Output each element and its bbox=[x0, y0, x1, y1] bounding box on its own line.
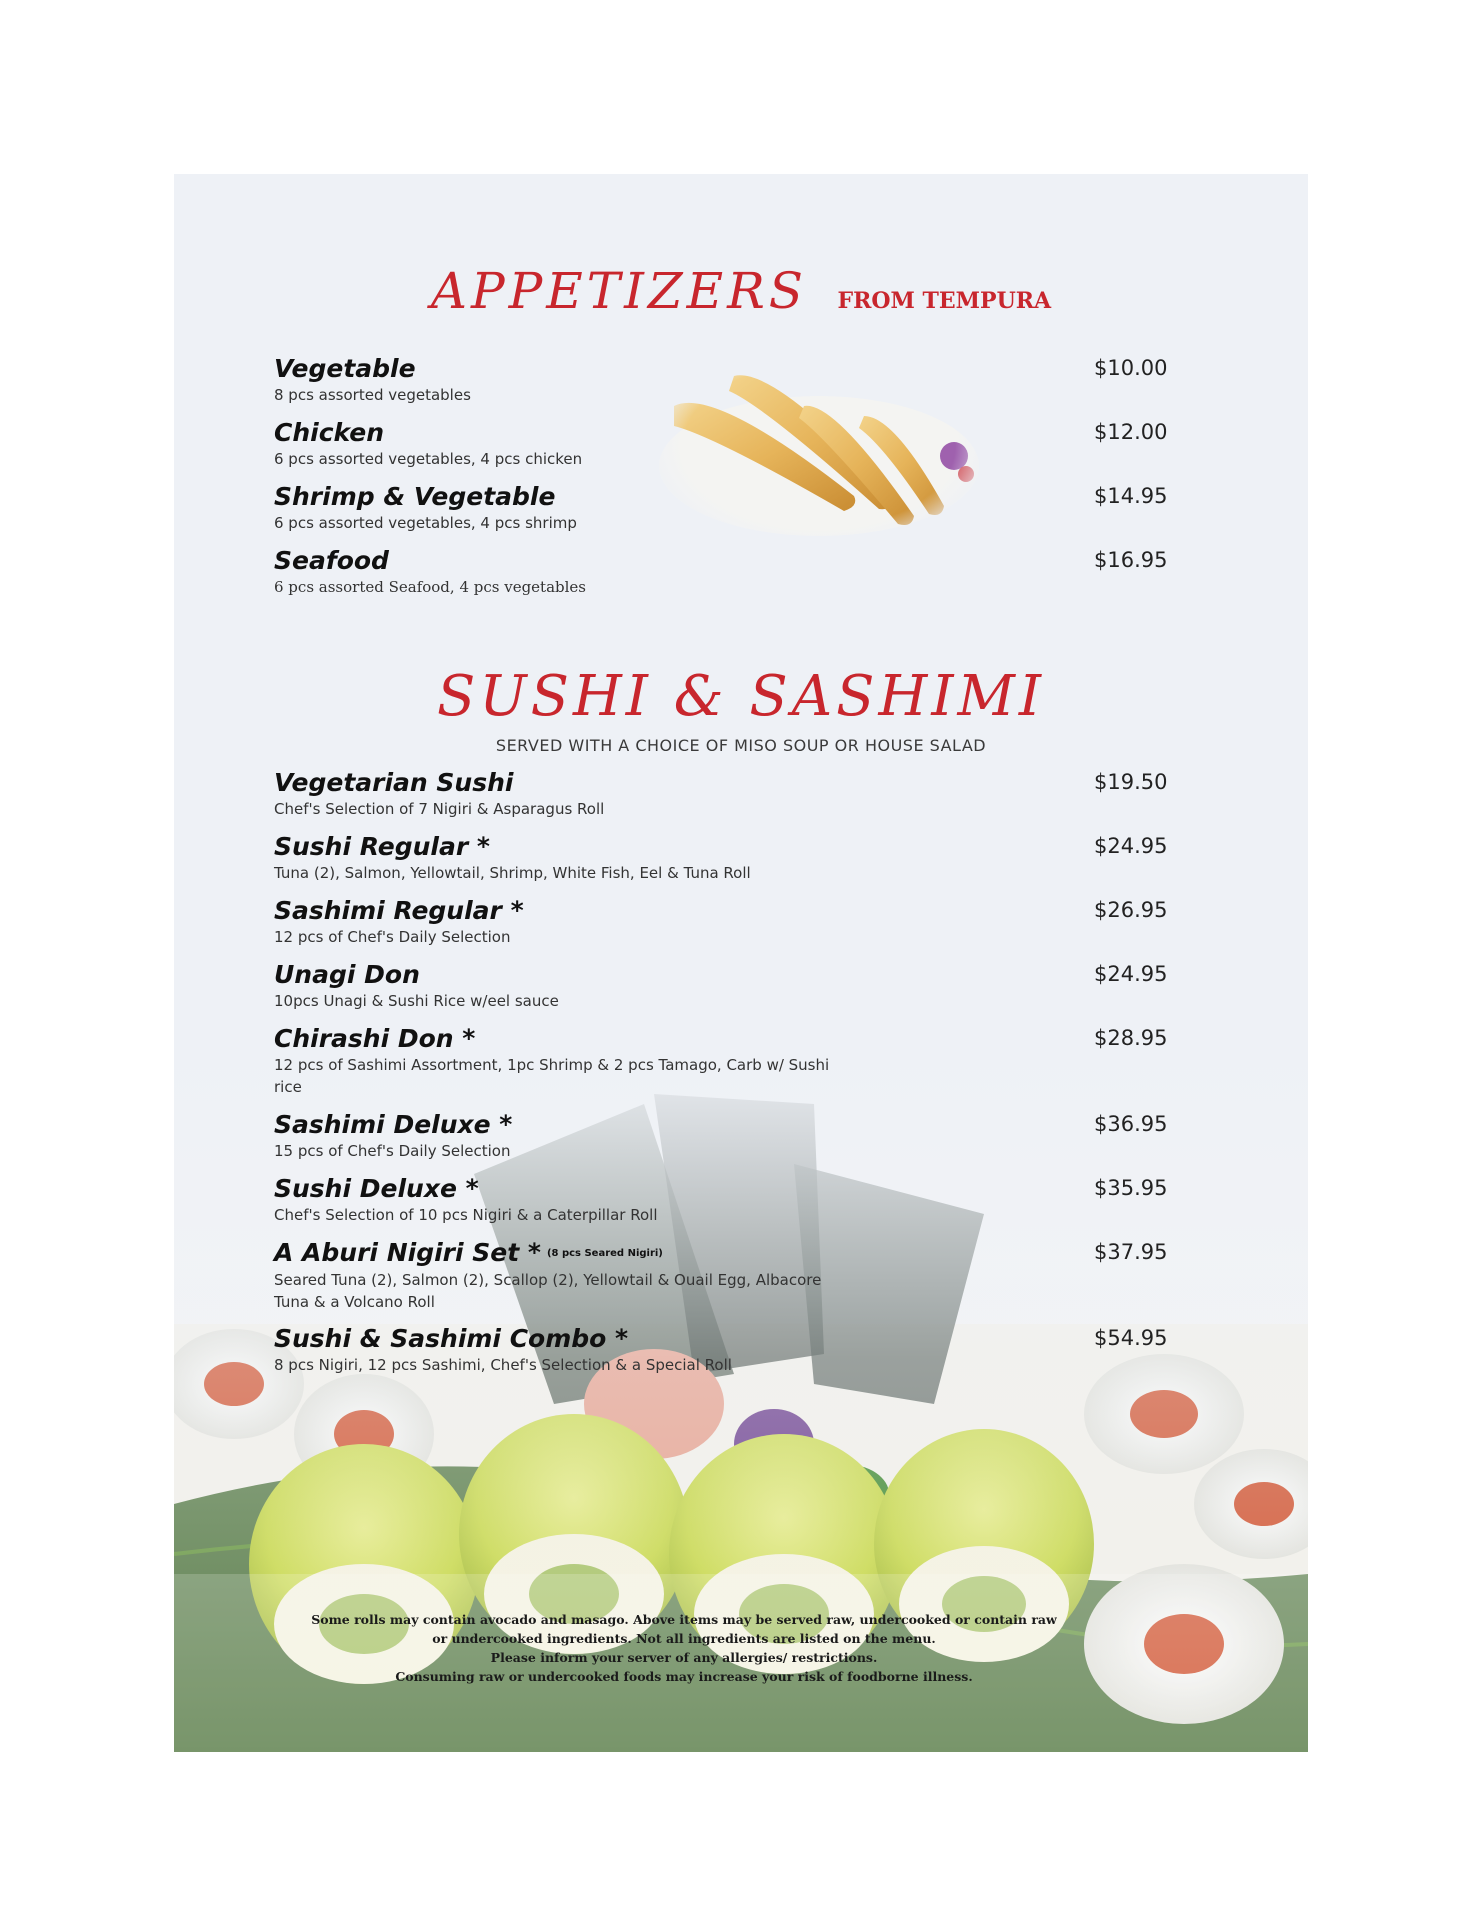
notice-line: Consuming raw or undercooked foods may increase your risk of foodborne illness. bbox=[395, 1669, 973, 1684]
item-name: Sushi Regular * bbox=[274, 832, 490, 861]
allergy-notice bbox=[254, 1610, 1114, 1686]
menu-item bbox=[274, 960, 1168, 1012]
item-price: $24.95 bbox=[1094, 962, 1168, 986]
item-price: $16.95 bbox=[1094, 548, 1168, 572]
item-name: Sashimi Regular * bbox=[274, 896, 524, 925]
item-description: Chef's Selection of 7 Nigiri & Asparagus Roll bbox=[274, 800, 605, 818]
item-name: Shrimp & Vegetable bbox=[274, 482, 556, 511]
sushi-subtitle: SERVED WITH A CHOICE OF MISO SOUP OR HOUSE SALAD bbox=[495, 736, 987, 755]
menu-page bbox=[174, 174, 1308, 1752]
item-name: Sushi Deluxe * bbox=[274, 1174, 479, 1203]
item-name: Chicken bbox=[274, 418, 385, 447]
item-name: Sushi & Sashimi Combo * bbox=[274, 1324, 629, 1353]
item-name: Unagi Don bbox=[274, 960, 420, 989]
menu-item bbox=[274, 418, 1168, 470]
item-price: $54.95 bbox=[1094, 1326, 1168, 1350]
item-price: $12.00 bbox=[1094, 420, 1168, 444]
item-price: $26.95 bbox=[1094, 898, 1168, 922]
item-description: 6 pcs assorted vegetables, 4 pcs shrimp bbox=[274, 514, 577, 532]
menu-item bbox=[274, 482, 1168, 534]
item-name: Vegetable bbox=[274, 354, 416, 383]
menu-item bbox=[274, 546, 1168, 598]
item-name: Sashimi Deluxe * bbox=[274, 1110, 513, 1139]
menu-item bbox=[274, 768, 1168, 820]
item-description: 12 pcs of Sashimi Assortment, 1pc Shrimp & 2 pcs Tamago, Carb w/ Sushi rice bbox=[274, 1056, 830, 1096]
item-name: Seafood bbox=[274, 546, 389, 575]
item-name: Chirashi Don * bbox=[274, 1024, 476, 1053]
item-price: $19.50 bbox=[1094, 770, 1168, 794]
item-description: Chef's Selection of 10 pcs Nigiri & a Caterpillar Roll bbox=[274, 1206, 658, 1224]
menu-item bbox=[274, 1024, 1168, 1098]
item-price: $24.95 bbox=[1094, 834, 1168, 858]
item-price: $14.95 bbox=[1094, 484, 1168, 508]
menu-item bbox=[274, 832, 1168, 884]
item-description: 8 pcs assorted vegetables bbox=[274, 386, 471, 404]
menu-item bbox=[274, 1110, 1168, 1162]
item-description: 12 pcs of Chef's Daily Selection bbox=[274, 928, 511, 946]
item-price: $36.95 bbox=[1094, 1112, 1168, 1136]
sushi-title: SUSHI & SASHIMI bbox=[437, 664, 1045, 729]
item-description: 6 pcs assorted vegetables, 4 pcs chicken bbox=[274, 450, 583, 468]
item-description: 10pcs Unagi & Sushi Rice w/eel sauce bbox=[274, 992, 559, 1010]
item-price: $35.95 bbox=[1094, 1176, 1168, 1200]
notice-line: Some rolls may contain avocado and masago. Above items may be served raw, undercooked or contain raw bbox=[311, 1612, 1057, 1627]
menu-item bbox=[274, 1238, 1168, 1313]
item-description: 8 pcs Nigiri, 12 pcs Sashimi, Chef's Selection & a Special Roll bbox=[274, 1356, 732, 1374]
item-name-text: A Aburi Nigiri Set * bbox=[274, 1238, 541, 1267]
appetizers-tag: FROM TEMPURA bbox=[837, 288, 1052, 314]
item-price: $28.95 bbox=[1094, 1026, 1168, 1050]
item-description: Tuna (2), Salmon, Yellowtail, Shrimp, White Fish, Eel & Tuna Roll bbox=[274, 864, 751, 882]
menu-item bbox=[274, 1324, 1168, 1376]
item-name: Vegetarian Sushi bbox=[274, 768, 514, 797]
item-name bbox=[274, 1238, 1094, 1269]
notice-line: Please inform your server of any allergies/ restrictions. bbox=[490, 1650, 878, 1665]
item-note: (8 pcs Seared Nigiri) bbox=[546, 1248, 663, 1259]
item-price: $10.00 bbox=[1094, 356, 1168, 380]
notice-line: or undercooked ingredients. Not all ingredients are listed on the menu. bbox=[432, 1631, 936, 1646]
item-description: 6 pcs assorted Seafood, 4 pcs vegetables bbox=[274, 578, 586, 596]
item-price: $37.95 bbox=[1094, 1240, 1168, 1264]
appetizers-heading bbox=[174, 262, 1308, 320]
item-description: 15 pcs of Chef's Daily Selection bbox=[274, 1142, 511, 1160]
item-description: Seared Tuna (2), Salmon (2), Scallop (2), Yellowtail & Ouail Egg, Albacore Tuna & a Volcano Roll bbox=[274, 1271, 822, 1311]
menu-item bbox=[274, 1174, 1168, 1226]
menu-item bbox=[274, 354, 1168, 406]
appetizers-title: APPETIZERS bbox=[430, 262, 808, 320]
sushi-heading bbox=[174, 664, 1308, 729]
menu-item bbox=[274, 896, 1168, 948]
